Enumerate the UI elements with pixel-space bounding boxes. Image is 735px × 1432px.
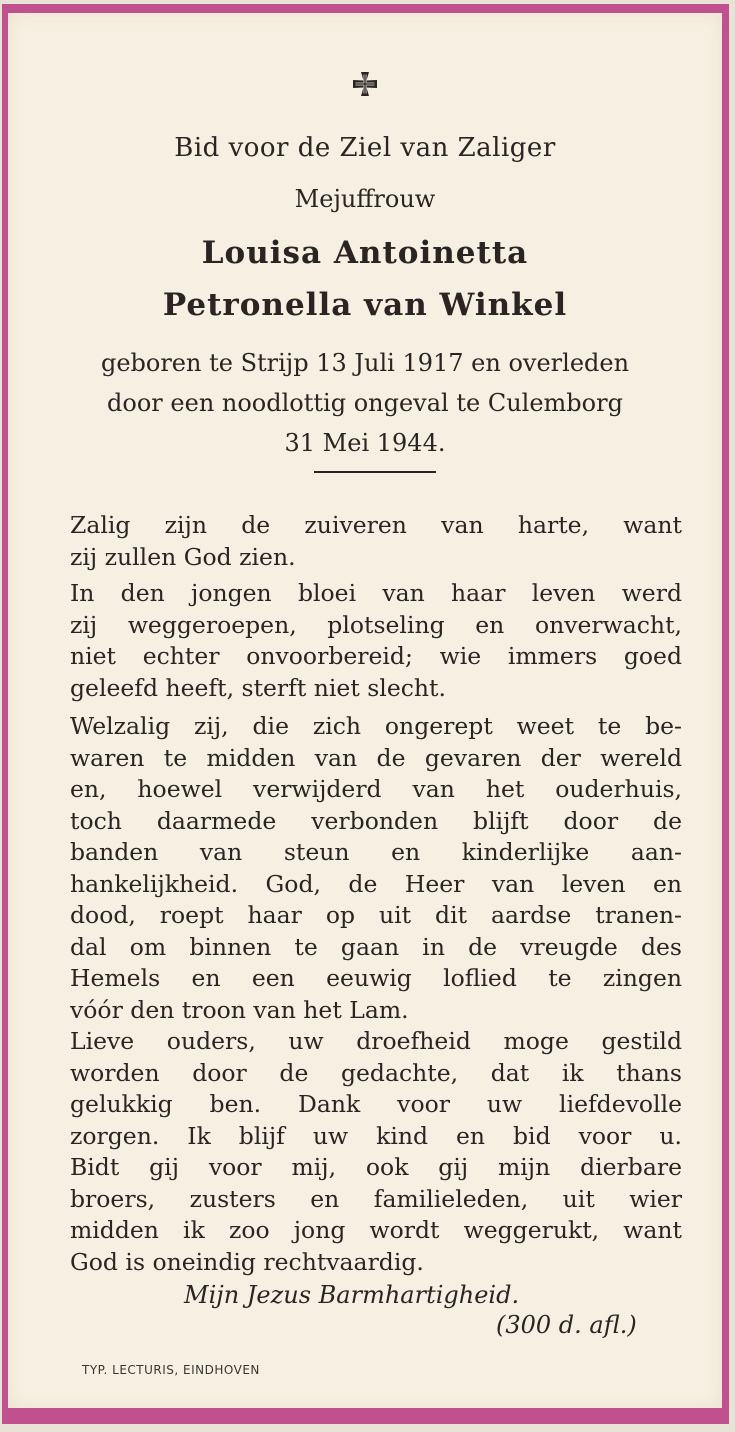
prayer-heading: Bid voor de Ziel van Zaliger [174, 133, 556, 163]
birth-death-line: geboren te Strijp 13 Juli 1917 en overleden [100, 349, 630, 377]
text-line: zorgen. Ik blijf uw kind en bid voor u. [70, 1121, 682, 1150]
text-line: en, hoewel verwijderd van het ouderhuis, [70, 775, 682, 803]
text-line: toch daarmede verbonden blijft door de [70, 806, 682, 835]
paragraph-young-life [70, 578, 682, 704]
text-line: zij weggeroepen, plotseling en onverwacht, [70, 610, 682, 639]
birth-death-line: door een noodlottig ongeval te Culemborg [107, 389, 623, 417]
memorial-card [2, 4, 729, 1424]
text-line: God is oneindig rechtvaardig. [70, 1247, 424, 1276]
cross-pattee-icon-svg [352, 71, 378, 97]
paragraph-blessed [70, 711, 682, 1026]
text-line: geleefd heeft, sterft niet slecht. [70, 673, 446, 702]
text-line: Hemels en een eeuwig loflied te zingen [70, 964, 682, 992]
deceased-name-line-1: Louisa Antoinetta [201, 235, 529, 271]
deceased-name-line-2: Petronella van Winkel [162, 287, 568, 323]
text-line: broers, zusters en familieleden, uit wier [70, 1184, 682, 1213]
text-line: vóór den troon van het Lam. [70, 995, 409, 1024]
text-line: gelukkig ben. Dank voor uw liefdevolle [70, 1090, 682, 1118]
text-line: worden door de gedachte, dat ik thans [70, 1058, 682, 1087]
printer-imprint: TYP. LECTURIS, EINDHOVEN [82, 1363, 260, 1377]
text-line: dal om binnen te gaan in de vreugde des [70, 932, 682, 961]
indulgence-note: (300 d. afl.) [496, 1311, 637, 1339]
cross-pattee-icon [8, 71, 722, 102]
closing-prayer: Mijn Jezus Barmhartigheid. [184, 1281, 520, 1309]
paragraph-parents [70, 1026, 682, 1278]
section-divider [314, 471, 436, 473]
text-line: banden van steun en kinderlijke aan- [70, 838, 682, 866]
text-line: zij zullen God zien. [70, 542, 296, 571]
text-line: Zalig zijn de zuiveren van harte, want [70, 511, 682, 539]
text-line: waren te midden van de gevaren der wereld [70, 743, 682, 772]
text-line: Bidt gij voor mij, ook gij mijn dierbare [70, 1153, 682, 1181]
paragraph-beatitude [70, 510, 682, 573]
text-line: dood, roept haar op uit dit aardse tranen- [70, 901, 682, 929]
death-date-line: 31 Mei 1944. [284, 429, 446, 457]
card-paper [8, 13, 722, 1408]
text-line: In den jongen bloei van haar leven werd [70, 579, 682, 607]
text-line: Lieve ouders, uw droefheid moge gestild [70, 1027, 682, 1055]
text-line: midden ik zoo jong wordt weggerukt, want [70, 1216, 682, 1244]
honorific: Mejuffrouw [294, 185, 436, 213]
text-line: Welzalig zij, die zich ongerept weet te be- [70, 712, 682, 740]
text-line: hankelijkheid. God, de Heer van leven en [70, 869, 682, 898]
text-line: niet echter onvoorbereid; wie immers goed [70, 642, 682, 670]
